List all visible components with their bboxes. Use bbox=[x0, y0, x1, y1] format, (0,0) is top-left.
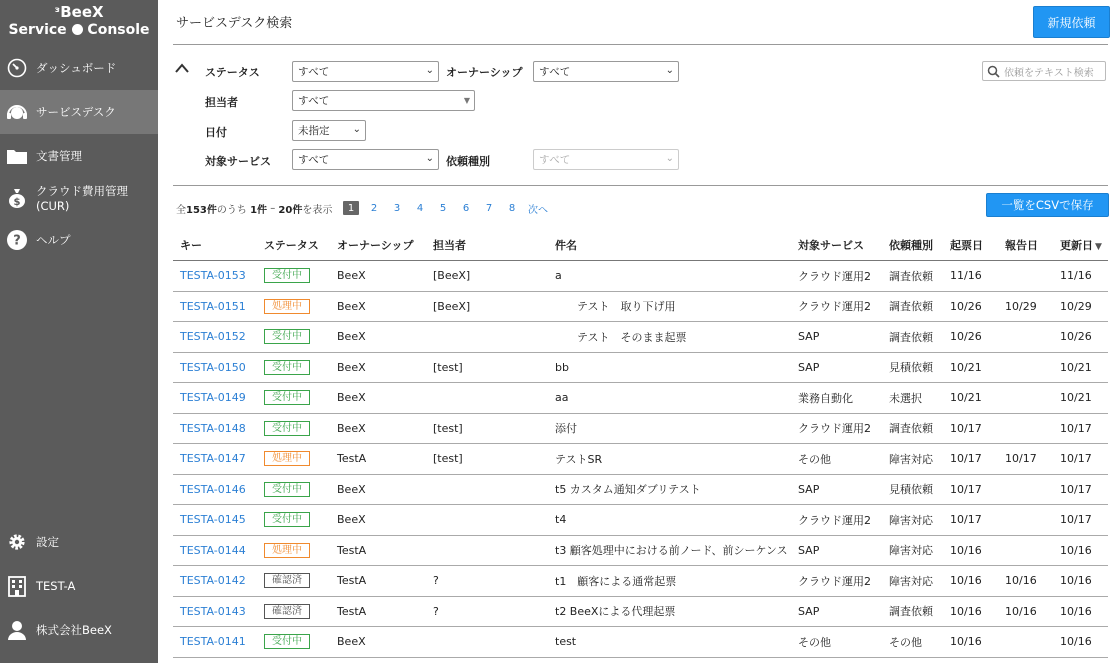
request-key-link[interactable]: TESTA-0153 bbox=[173, 261, 257, 292]
owner-filter-label: オーナーシップ bbox=[446, 66, 523, 79]
reported-cell: 10/16 bbox=[998, 566, 1053, 597]
folder-icon bbox=[6, 145, 28, 167]
status-cell bbox=[257, 474, 330, 505]
opened-cell: 10/17 bbox=[943, 444, 998, 475]
status-cell bbox=[257, 291, 330, 322]
assignee-cell bbox=[426, 322, 548, 353]
column-header-label: 更新日 bbox=[1060, 239, 1093, 252]
service-cell: その他 bbox=[791, 627, 882, 658]
service-cell: 業務自動化 bbox=[791, 383, 882, 414]
owner-cell: BeeX bbox=[330, 291, 426, 322]
service-cell: その他 bbox=[791, 444, 882, 475]
nav-help[interactable] bbox=[0, 218, 158, 262]
updated-cell: 10/16 bbox=[1053, 566, 1108, 597]
table-row[interactable] bbox=[173, 383, 1108, 414]
assignee-cell: [test] bbox=[426, 413, 548, 444]
table-row[interactable] bbox=[173, 322, 1108, 353]
date-filter-value: 未指定 bbox=[298, 125, 330, 137]
page-title: サービスデスク検索 bbox=[176, 16, 293, 31]
owner-cell: BeeX bbox=[330, 627, 426, 658]
search-placeholder: 依頼をテキスト検索 bbox=[1004, 67, 1094, 79]
count-to: 20件 bbox=[278, 205, 303, 216]
money-bag-icon bbox=[6, 187, 28, 209]
column-header[interactable] bbox=[943, 230, 998, 261]
owner-cell: BeeX bbox=[330, 261, 426, 292]
service-cell: SAP bbox=[791, 596, 882, 627]
service-filter-value: すべて bbox=[298, 154, 330, 166]
subject-cell: a bbox=[548, 261, 791, 292]
nav-label: クラウド費用管理(CUR) bbox=[36, 184, 128, 213]
type-cell: 見積依頼 bbox=[882, 352, 943, 383]
status-badge: 受付中 bbox=[264, 390, 310, 405]
page-link[interactable]: 7 bbox=[485, 202, 493, 214]
chevron-down-icon: ⌄ bbox=[425, 65, 434, 76]
status-badge: 受付中 bbox=[264, 329, 310, 344]
updated-cell: 10/17 bbox=[1053, 413, 1108, 444]
headset-icon bbox=[6, 101, 28, 123]
count-mid: のうち bbox=[216, 205, 247, 216]
updated-cell: 10/17 bbox=[1053, 474, 1108, 505]
type-filter-select[interactable] bbox=[533, 149, 679, 170]
column-header[interactable] bbox=[330, 230, 426, 261]
nav-label: サービスデスク bbox=[36, 105, 116, 119]
service-filter-label: 対象サービス bbox=[205, 155, 271, 168]
reported-cell bbox=[998, 505, 1053, 536]
request-key-link[interactable]: TESTA-0149 bbox=[173, 383, 257, 414]
nav-tenant[interactable] bbox=[0, 564, 158, 608]
opened-cell: 10/17 bbox=[943, 474, 998, 505]
subject-cell: bb bbox=[548, 352, 791, 383]
owner-filter-value: すべて bbox=[539, 66, 571, 78]
updated-cell: 10/29 bbox=[1053, 291, 1108, 322]
subject-cell: テスト そのまま起票 bbox=[548, 322, 791, 353]
type-cell: 調査依頼 bbox=[882, 413, 943, 444]
collapse-chevron-icon[interactable] bbox=[174, 62, 188, 76]
opened-cell: 10/16 bbox=[943, 566, 998, 597]
opened-cell: 11/16 bbox=[943, 261, 998, 292]
page-link[interactable]: 1 bbox=[343, 201, 359, 215]
opened-cell: 10/16 bbox=[943, 535, 998, 566]
assignee-cell bbox=[426, 383, 548, 414]
type-cell: 障害対応 bbox=[882, 535, 943, 566]
table-row[interactable] bbox=[173, 566, 1108, 597]
opened-cell: 10/26 bbox=[943, 322, 998, 353]
service-cell: クラウド運用2 bbox=[791, 291, 882, 322]
page-link[interactable]: 3 bbox=[393, 202, 401, 214]
column-header-label: オーナーシップ bbox=[337, 239, 414, 252]
reported-cell: 10/16 bbox=[998, 596, 1053, 627]
table-header-row bbox=[173, 230, 1108, 261]
next-page-link[interactable]: 次へ bbox=[528, 204, 548, 216]
request-key-link[interactable]: TESTA-0148 bbox=[173, 413, 257, 444]
nav-label: TEST-A bbox=[36, 579, 76, 593]
owner-cell: BeeX bbox=[330, 474, 426, 505]
type-cell: 調査依頼 bbox=[882, 291, 943, 322]
request-key-link[interactable]: TESTA-0146 bbox=[173, 474, 257, 505]
type-filter-value: すべて bbox=[539, 154, 571, 166]
count-prefix: 全 bbox=[176, 205, 186, 216]
owner-cell: BeeX bbox=[330, 322, 426, 353]
updated-cell: 10/21 bbox=[1053, 352, 1108, 383]
type-cell: 調査依頼 bbox=[882, 596, 943, 627]
request-key-link[interactable]: TESTA-0151 bbox=[173, 291, 257, 322]
assignee-cell: [BeeX] bbox=[426, 261, 548, 292]
table-row[interactable] bbox=[173, 261, 1108, 292]
status-cell bbox=[257, 383, 330, 414]
assignee-filter-label: 担当者 bbox=[205, 96, 238, 109]
main-content bbox=[158, 0, 1120, 663]
subject-cell: テストSR bbox=[548, 444, 791, 475]
building-icon bbox=[6, 575, 28, 597]
table-row[interactable] bbox=[173, 474, 1108, 505]
opened-cell: 10/26 bbox=[943, 291, 998, 322]
column-header[interactable] bbox=[257, 230, 330, 261]
type-cell: 調査依頼 bbox=[882, 322, 943, 353]
status-cell bbox=[257, 627, 330, 658]
subject-cell: テスト 取り下げ用 bbox=[548, 291, 791, 322]
status-badge: 処理中 bbox=[264, 451, 310, 466]
updated-cell: 10/16 bbox=[1053, 535, 1108, 566]
request-key-link[interactable]: TESTA-0141 bbox=[173, 627, 257, 658]
type-cell: 障害対応 bbox=[882, 566, 943, 597]
status-badge: 受付中 bbox=[264, 421, 310, 436]
nav-service-desk[interactable] bbox=[0, 90, 158, 134]
request-key-link[interactable]: TESTA-0142 bbox=[173, 566, 257, 597]
opened-cell: 10/17 bbox=[943, 505, 998, 536]
request-key-link[interactable]: TESTA-0144 bbox=[173, 535, 257, 566]
column-header-label: 対象サービス bbox=[798, 239, 864, 252]
column-header[interactable] bbox=[791, 230, 882, 261]
nav-dashboard[interactable] bbox=[0, 46, 158, 90]
column-header-label: 報告日 bbox=[1005, 239, 1038, 252]
status-cell bbox=[257, 566, 330, 597]
csv-export-button[interactable]: 一覧をCSVで保存 bbox=[986, 193, 1109, 217]
status-filter-value: すべて bbox=[298, 66, 330, 78]
subject-cell: test bbox=[548, 627, 791, 658]
result-count bbox=[176, 201, 332, 216]
service-cell: クラウド運用2 bbox=[791, 261, 882, 292]
service-cell: SAP bbox=[791, 322, 882, 353]
assignee-cell bbox=[426, 627, 548, 658]
assignee-cell: [test] bbox=[426, 352, 548, 383]
opened-cell: 10/21 bbox=[943, 383, 998, 414]
column-header[interactable] bbox=[173, 230, 257, 261]
pagination bbox=[343, 201, 556, 215]
count-from: 1件 bbox=[250, 205, 268, 216]
user-icon bbox=[6, 619, 28, 641]
service-request-table bbox=[173, 230, 1108, 658]
status-badge: 処理中 bbox=[264, 299, 310, 314]
owner-filter-select[interactable] bbox=[533, 61, 679, 82]
updated-cell: 10/21 bbox=[1053, 383, 1108, 414]
reported-cell: 10/29 bbox=[998, 291, 1053, 322]
owner-cell: BeeX bbox=[330, 383, 426, 414]
status-cell bbox=[257, 535, 330, 566]
owner-cell: TestA bbox=[330, 566, 426, 597]
table-row[interactable] bbox=[173, 413, 1108, 444]
status-badge: 処理中 bbox=[264, 543, 310, 558]
table-row[interactable] bbox=[173, 291, 1108, 322]
dashboard-icon bbox=[6, 57, 28, 79]
status-cell bbox=[257, 413, 330, 444]
column-header-label: 依頼種別 bbox=[889, 239, 933, 252]
reported-cell bbox=[998, 352, 1053, 383]
caret-down-icon: ▼ bbox=[463, 96, 470, 105]
divider bbox=[173, 44, 1108, 45]
service-cell: クラウド運用2 bbox=[791, 566, 882, 597]
type-cell: 障害対応 bbox=[882, 505, 943, 536]
updated-cell: 10/17 bbox=[1053, 444, 1108, 475]
owner-cell: BeeX bbox=[330, 413, 426, 444]
search-icon bbox=[987, 65, 1000, 78]
date-filter-label: 日付 bbox=[205, 126, 227, 139]
column-header[interactable] bbox=[882, 230, 943, 261]
chevron-down-icon: ⌄ bbox=[352, 124, 361, 135]
request-key-link[interactable]: TESTA-0147 bbox=[173, 444, 257, 475]
service-cell: クラウド運用2 bbox=[791, 505, 882, 536]
new-request-button[interactable]: 新規依頼 bbox=[1033, 6, 1110, 38]
column-header-label: キー bbox=[180, 239, 202, 252]
column-header[interactable] bbox=[1053, 230, 1108, 261]
reported-cell bbox=[998, 535, 1053, 566]
reported-cell bbox=[998, 627, 1053, 658]
table-row[interactable] bbox=[173, 444, 1108, 475]
nav-label: 設定 bbox=[36, 535, 59, 549]
nav-documents[interactable] bbox=[0, 134, 158, 178]
subject-cell: t2 BeeXによる代理起票 bbox=[548, 596, 791, 627]
column-header[interactable] bbox=[426, 230, 548, 261]
sort-desc-icon[interactable]: ▼ bbox=[1095, 242, 1102, 252]
table-row[interactable] bbox=[173, 505, 1108, 536]
gear-icon bbox=[6, 531, 28, 553]
status-badge: 受付中 bbox=[264, 268, 310, 283]
assignee-filter-value: すべて bbox=[298, 95, 330, 107]
text-search-input[interactable] bbox=[982, 61, 1106, 81]
type-filter-label: 依頼種別 bbox=[446, 155, 490, 168]
updated-cell: 10/16 bbox=[1053, 627, 1108, 658]
status-badge: 受付中 bbox=[264, 360, 310, 375]
count-suffix: を表示 bbox=[302, 205, 333, 216]
sidebar bbox=[0, 0, 158, 663]
request-key-link[interactable]: TESTA-0145 bbox=[173, 505, 257, 536]
service-cell: SAP bbox=[791, 352, 882, 383]
nav-label: 株式会社BeeX bbox=[36, 623, 112, 637]
page-link[interactable]: 2 bbox=[370, 202, 378, 214]
table-row[interactable] bbox=[173, 596, 1108, 627]
opened-cell: 10/16 bbox=[943, 627, 998, 658]
owner-cell: TestA bbox=[330, 535, 426, 566]
request-key-link[interactable]: TESTA-0150 bbox=[173, 352, 257, 383]
page-link[interactable]: 5 bbox=[439, 202, 447, 214]
reported-cell bbox=[998, 322, 1053, 353]
status-badge: 受付中 bbox=[264, 482, 310, 497]
status-cell bbox=[257, 261, 330, 292]
status-badge: 確認済 bbox=[264, 604, 310, 619]
type-cell: 調査依頼 bbox=[882, 261, 943, 292]
status-cell bbox=[257, 596, 330, 627]
status-badge: 受付中 bbox=[264, 512, 310, 527]
nav-settings[interactable] bbox=[0, 520, 158, 564]
opened-cell: 10/21 bbox=[943, 352, 998, 383]
status-badge: 受付中 bbox=[264, 634, 310, 649]
status-filter-label: ステータス bbox=[205, 66, 260, 79]
svg-text:$: $ bbox=[13, 197, 21, 208]
updated-cell: 11/16 bbox=[1053, 261, 1108, 292]
chevron-down-icon: ⌄ bbox=[425, 153, 434, 164]
table-row[interactable] bbox=[173, 627, 1108, 658]
service-cell: SAP bbox=[791, 474, 882, 505]
service-cell: クラウド運用2 bbox=[791, 413, 882, 444]
svg-text:?: ? bbox=[13, 233, 21, 249]
type-cell: 見積依頼 bbox=[882, 474, 943, 505]
logo-line2: Service Console bbox=[8, 22, 150, 38]
column-header[interactable] bbox=[998, 230, 1053, 261]
table-row[interactable] bbox=[173, 535, 1108, 566]
column-header-label: 起票日 bbox=[950, 239, 983, 252]
chevron-down-icon: ⌄ bbox=[665, 65, 674, 76]
assignee-cell bbox=[426, 474, 548, 505]
logo[interactable] bbox=[0, 0, 158, 48]
owner-cell: BeeX bbox=[330, 505, 426, 536]
status-cell bbox=[257, 505, 330, 536]
date-filter-select[interactable] bbox=[292, 120, 366, 141]
updated-cell: 10/17 bbox=[1053, 505, 1108, 536]
reported-cell bbox=[998, 383, 1053, 414]
owner-cell: TestA bbox=[330, 444, 426, 475]
table-row[interactable] bbox=[173, 352, 1108, 383]
reported-cell: 10/17 bbox=[998, 444, 1053, 475]
page-link[interactable]: 8 bbox=[508, 202, 516, 214]
status-cell bbox=[257, 352, 330, 383]
column-header-label: 件名 bbox=[555, 239, 577, 252]
column-header-label: 担当者 bbox=[433, 239, 466, 252]
assignee-filter-select[interactable] bbox=[292, 90, 475, 111]
reported-cell bbox=[998, 261, 1053, 292]
type-cell: その他 bbox=[882, 627, 943, 658]
nav-label: ヘルプ bbox=[36, 233, 71, 247]
page-link[interactable]: 6 bbox=[462, 202, 470, 214]
subject-cell: 添付 bbox=[548, 413, 791, 444]
column-header-label: ステータス bbox=[264, 239, 319, 252]
request-key-link[interactable]: TESTA-0143 bbox=[173, 596, 257, 627]
assignee-cell bbox=[426, 535, 548, 566]
nav-label: ダッシュボード bbox=[36, 61, 117, 75]
nav-label: 文書管理 bbox=[36, 149, 82, 163]
opened-cell: 10/17 bbox=[943, 413, 998, 444]
assignee-cell: ? bbox=[426, 566, 548, 597]
status-badge: 確認済 bbox=[264, 573, 310, 588]
column-header[interactable] bbox=[548, 230, 791, 261]
updated-cell: 10/26 bbox=[1053, 322, 1108, 353]
owner-cell: TestA bbox=[330, 596, 426, 627]
status-filter-select[interactable] bbox=[292, 61, 439, 82]
assignee-cell: [BeeX] bbox=[426, 291, 548, 322]
assignee-cell: ? bbox=[426, 596, 548, 627]
nav-cloud-cost[interactable] bbox=[0, 176, 158, 220]
subject-cell: t3 顧客処理中における前ノード、前シーケンス bbox=[548, 535, 791, 566]
reported-cell bbox=[998, 413, 1053, 444]
status-cell bbox=[257, 322, 330, 353]
status-cell bbox=[257, 444, 330, 475]
count-total: 153件 bbox=[186, 205, 217, 216]
subject-cell: aa bbox=[548, 383, 791, 414]
owner-cell: BeeX bbox=[330, 352, 426, 383]
updated-cell: 10/16 bbox=[1053, 596, 1108, 627]
subject-cell: t5 カスタム通知ダブリテスト bbox=[548, 474, 791, 505]
service-filter-select[interactable] bbox=[292, 149, 439, 170]
divider bbox=[173, 185, 1108, 186]
nav-account[interactable] bbox=[0, 608, 158, 652]
count-dash: – bbox=[270, 203, 276, 214]
type-cell: 未選択 bbox=[882, 383, 943, 414]
opened-cell: 10/16 bbox=[943, 596, 998, 627]
service-cell: SAP bbox=[791, 535, 882, 566]
assignee-cell bbox=[426, 505, 548, 536]
request-key-link[interactable]: TESTA-0152 bbox=[173, 322, 257, 353]
subject-cell: t1 顧客による通常起票 bbox=[548, 566, 791, 597]
help-icon bbox=[6, 229, 28, 251]
type-cell: 障害対応 bbox=[882, 444, 943, 475]
page-link[interactable]: 4 bbox=[416, 202, 424, 214]
chevron-down-icon: ⌄ bbox=[665, 153, 674, 164]
logo-line1: ᵌBeeX bbox=[54, 3, 104, 21]
reported-cell bbox=[998, 474, 1053, 505]
assignee-cell: [test] bbox=[426, 444, 548, 475]
subject-cell: t4 bbox=[548, 505, 791, 536]
